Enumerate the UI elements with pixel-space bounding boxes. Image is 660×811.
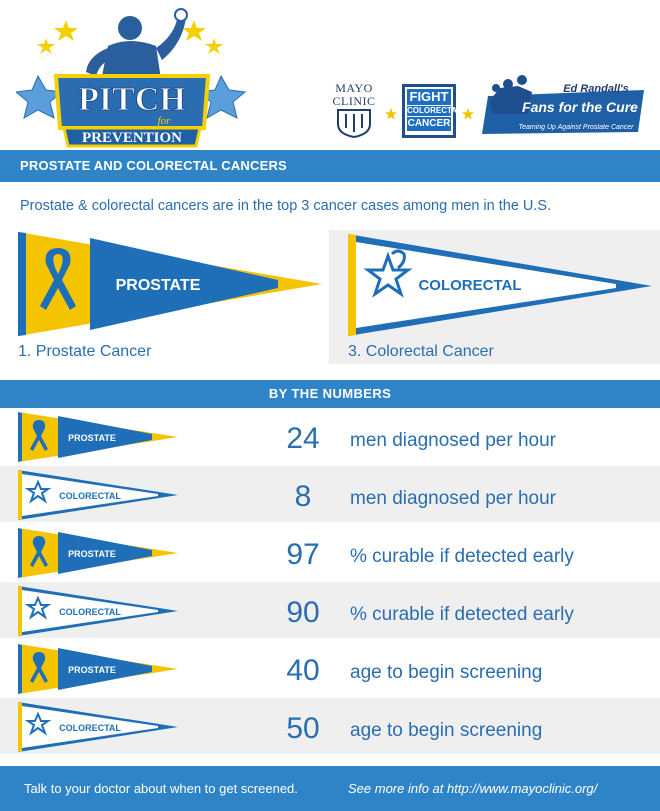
- stat-description: age to begin screening: [350, 720, 543, 741]
- pennant-label: PROSTATE: [68, 433, 116, 443]
- numbers-title: BY THE NUMBERS: [0, 380, 660, 408]
- pennant-label: PROSTATE: [115, 277, 201, 294]
- fans-for-the-cure-logo: [478, 74, 646, 144]
- footer-link[interactable]: See more info at http://www.mayoclinic.org/: [348, 781, 598, 796]
- stat-description: age to begin screening: [350, 662, 543, 683]
- stat-value: 24: [286, 422, 320, 455]
- stat-value: 90: [286, 596, 320, 629]
- separator-star-icon: [462, 108, 474, 120]
- stat-value: 97: [286, 538, 320, 571]
- colorectal-pennant: [18, 702, 180, 752]
- mayo-line2: CLINIC: [332, 94, 376, 108]
- pennant-label: COLORECTAL: [59, 607, 121, 617]
- footer: [0, 766, 660, 811]
- prostate-pennant: [18, 412, 180, 462]
- fight-line3: CANCER: [407, 118, 451, 129]
- pennant-label: COLORECTAL: [59, 723, 121, 733]
- intro-text: Prostate & colorectal cancers are in the top 3 cancer cases among men in the U.S.: [20, 198, 552, 214]
- card-label: 3. Colorectal Cancer: [348, 343, 494, 360]
- header: [0, 0, 660, 150]
- fans-line2: Fans for the Cure: [522, 99, 638, 115]
- list-item: [0, 408, 660, 464]
- fans-line1: Ed Randall's: [563, 83, 629, 95]
- pennant-label: COLORECTAL: [59, 491, 121, 501]
- pitch-for-prevention-logo: [16, 6, 248, 148]
- prostate-pennant: [18, 232, 328, 336]
- list-item: [0, 466, 660, 522]
- logo-for: for: [157, 115, 171, 127]
- stat-value: 8: [294, 480, 312, 513]
- stat-value: 40: [286, 654, 320, 687]
- prostate-pennant: [18, 644, 180, 694]
- colorectal-card: [330, 230, 660, 364]
- pennant-label: PROSTATE: [68, 549, 116, 559]
- fight-colorectal-cancer-logo: [402, 84, 462, 138]
- mayo-shield-icon: [334, 108, 374, 138]
- mayo-clinic-logo: [328, 82, 380, 140]
- list-item: [0, 698, 660, 754]
- list-item: [0, 640, 660, 696]
- pennant-label: PROSTATE: [68, 665, 116, 675]
- prostate-pennant: [18, 528, 180, 578]
- stat-description: men diagnosed per hour: [350, 430, 556, 451]
- section-title: PROSTATE AND COLORECTAL CANCERS: [0, 150, 660, 182]
- list-item: [0, 582, 660, 638]
- colorectal-pennant: [18, 470, 180, 520]
- colorectal-pennant: [18, 586, 180, 636]
- logo-title: PITCH: [78, 81, 186, 118]
- prostate-card: [0, 230, 330, 364]
- fans-line3: Teaming Up Against Prostate Cancer: [518, 124, 634, 131]
- stat-value: 50: [286, 712, 320, 745]
- stat-description: men diagnosed per hour: [350, 488, 556, 509]
- logo-subtitle: PREVENTION: [81, 130, 183, 146]
- card-label: 1. Prostate Cancer: [18, 343, 152, 360]
- pennant-label: COLORECTAL: [418, 277, 522, 294]
- list-item: [0, 524, 660, 580]
- fight-line1: FIGHT: [407, 89, 451, 105]
- separator-star-icon: [385, 108, 397, 120]
- colorectal-pennant: [348, 234, 656, 336]
- stat-description: % curable if detected early: [350, 604, 574, 625]
- fight-line2: COLORECTAL: [407, 106, 462, 115]
- numbers-list: [0, 408, 660, 763]
- stat-description: % curable if detected early: [350, 546, 574, 567]
- footer-note: Talk to your doctor about when to get screened.: [24, 781, 298, 796]
- mayo-line1: MAYO: [335, 81, 373, 95]
